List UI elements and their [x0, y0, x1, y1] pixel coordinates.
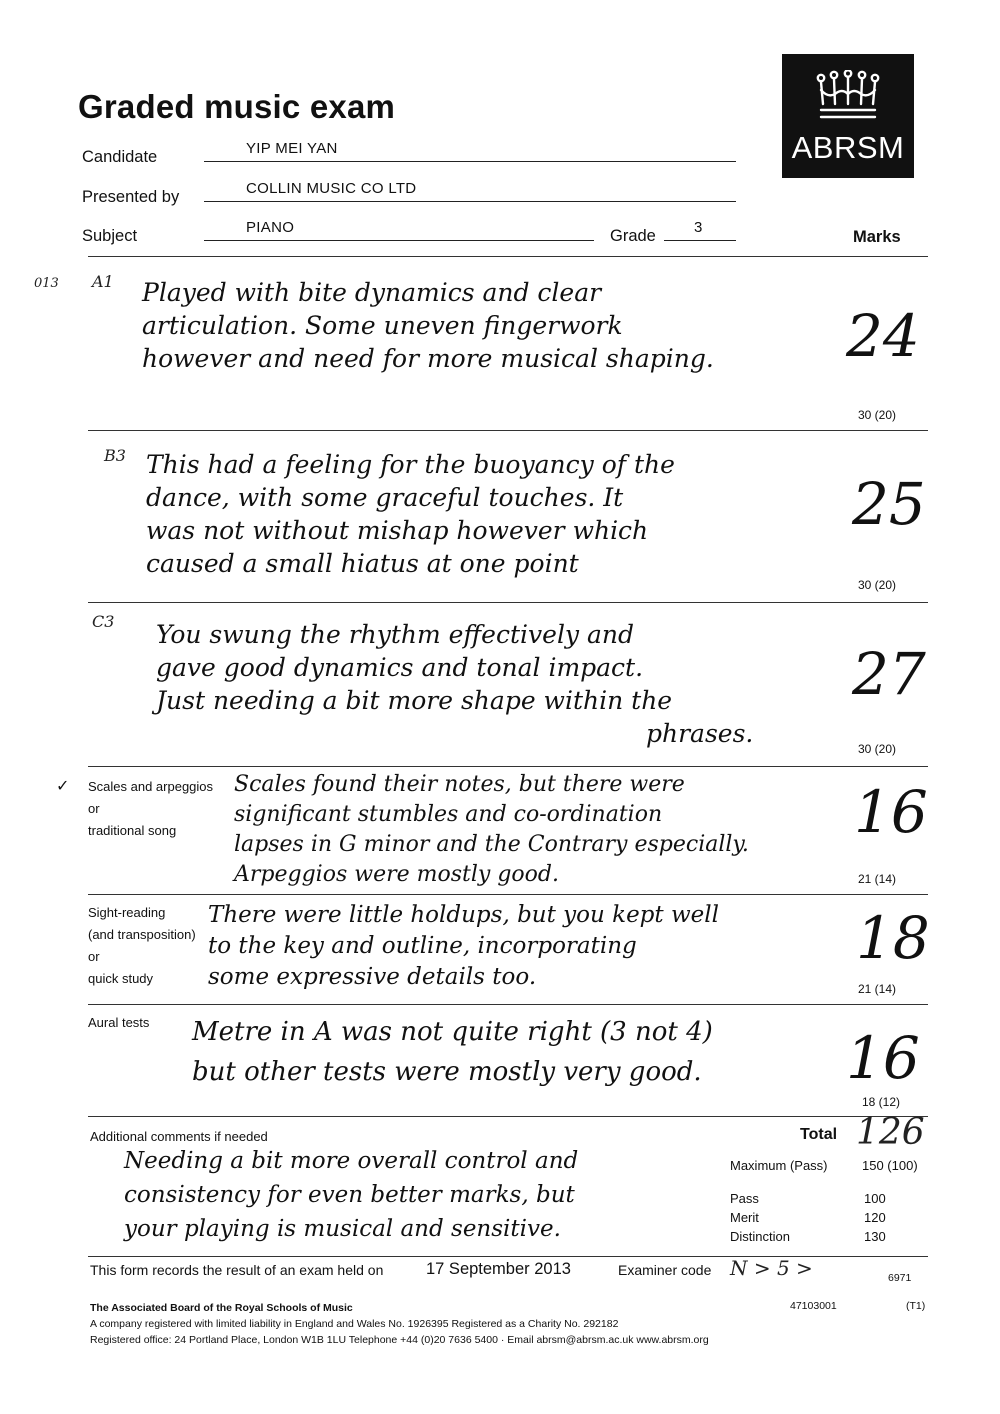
- marks-header: Marks: [853, 228, 901, 246]
- logo-wordmark: ABRSM: [791, 130, 905, 165]
- side-note: 013: [34, 276, 59, 291]
- exam-date: 17 September 2013: [426, 1260, 571, 1278]
- max-scales: 21 (14): [858, 872, 897, 886]
- tick-mark: ✓: [56, 778, 70, 795]
- form-number: 6971: [888, 1272, 912, 1284]
- mark-a1: 24: [846, 302, 920, 370]
- grade-boundaries-values: 100 120 130: [864, 1191, 886, 1244]
- company-registration: A company registered with limited liability in England and Wales No. 1926395 Registered as a Charity No. 292182: [90, 1318, 619, 1330]
- max-a1: 30 (20): [858, 408, 897, 422]
- grade-underline: [664, 240, 736, 241]
- candidate-value: YIP MEI YAN: [246, 140, 338, 157]
- examiner-code-value: N > 5 >: [730, 1256, 813, 1280]
- header-divider: [88, 256, 928, 257]
- grade-boundaries-labels: Pass Merit Distinction: [730, 1191, 790, 1244]
- scales-label: Scales and arpeggios or traditional song: [88, 779, 214, 838]
- mark-scales: 16: [854, 778, 928, 846]
- presented-by-label: Presented by: [82, 188, 180, 206]
- examiner-code-label: Examiner code: [618, 1262, 712, 1278]
- registered-office: Registered office: 24 Portland Place, London W1B 1LU Telephone +44 (0)20 7636 5400 · Email abrsm@abrsm.ac.uk www.abrsm.org: [90, 1334, 709, 1346]
- mark-aural: 16: [846, 1024, 920, 1092]
- reference-number: 47103001: [790, 1300, 837, 1312]
- aural-label: Aural tests: [88, 1015, 150, 1030]
- crown-icon: [815, 70, 881, 122]
- section-code-c3: C3: [92, 612, 115, 631]
- comment-aural: Metre in A was not quite right (3 not 4) but other tests were mostly very good.: [192, 1017, 713, 1087]
- presented-by-value: COLLIN MUSIC CO LTD: [246, 180, 417, 197]
- reference-suffix: (T1): [906, 1300, 926, 1312]
- subject-value: PIANO: [246, 219, 295, 236]
- grade-value: 3: [694, 219, 703, 236]
- total-label: Total: [800, 1126, 838, 1143]
- board-name: The Associated Board of the Royal Schools of Music: [90, 1302, 353, 1314]
- max-c3: 30 (20): [858, 742, 897, 756]
- comment-b3: This had a feeling for the buoyancy of the dance, with some graceful touches. It was not without mishap however which caused a small hiatus at one point: [146, 450, 675, 578]
- subject-underline: [204, 240, 594, 241]
- grade-label: Grade: [610, 227, 656, 245]
- max-aural: 18 (12): [862, 1095, 901, 1109]
- divider-b3: [88, 602, 928, 603]
- sight-reading-label: Sight-reading (and transposition) or quick study: [88, 905, 196, 986]
- additional-comments-label: Additional comments if needed: [90, 1129, 268, 1144]
- candidate-label: Candidate: [82, 148, 158, 166]
- total-value: 126: [856, 1112, 925, 1153]
- divider-scales: [88, 894, 928, 895]
- record-text: This form records the result of an exam held on: [90, 1262, 384, 1278]
- divider-a1: [88, 430, 928, 431]
- mark-sight-reading: 18: [856, 904, 930, 972]
- section-code-b3: B3: [104, 446, 126, 465]
- abrsm-logo: [782, 54, 914, 178]
- maximum-label: Maximum (Pass): [730, 1158, 828, 1173]
- mark-c3: 27: [852, 640, 926, 708]
- comment-c3: You swung the rhythm effectively and gave good dynamics and tonal impact. Just needing a bit more shape within the phrases.: [156, 620, 754, 748]
- divider-aural: [88, 1116, 928, 1117]
- additional-comment: Needing a bit more overall control and consistency for even better marks, but your playing is musical and sensitive.: [124, 1148, 579, 1242]
- subject-label: Subject: [82, 227, 138, 245]
- comment-sight-reading: There were little holdups, but you kept well to the key and outline, incorporating some expressive details too.: [208, 902, 719, 990]
- comment-scales: Scales found their notes, but there were significant stumbles and co-ordination lapses in G minor and the Contrary especially. Arpeggios were mostly good.: [234, 772, 749, 887]
- presented-by-underline: [204, 201, 736, 202]
- divider-c3: [88, 766, 928, 767]
- comment-a1: Played with bite dynamics and clear articulation. Some uneven fingerwork however and need for more musical shaping.: [142, 278, 714, 373]
- candidate-underline: [204, 161, 736, 162]
- mark-b3: 25: [852, 470, 926, 538]
- max-sight-reading: 21 (14): [858, 982, 897, 996]
- page-title: Graded music exam: [78, 88, 396, 125]
- maximum-value: 150 (100): [862, 1158, 918, 1173]
- max-b3: 30 (20): [858, 578, 897, 592]
- divider-sight-reading: [88, 1004, 928, 1005]
- section-code-a1: A1: [92, 272, 114, 291]
